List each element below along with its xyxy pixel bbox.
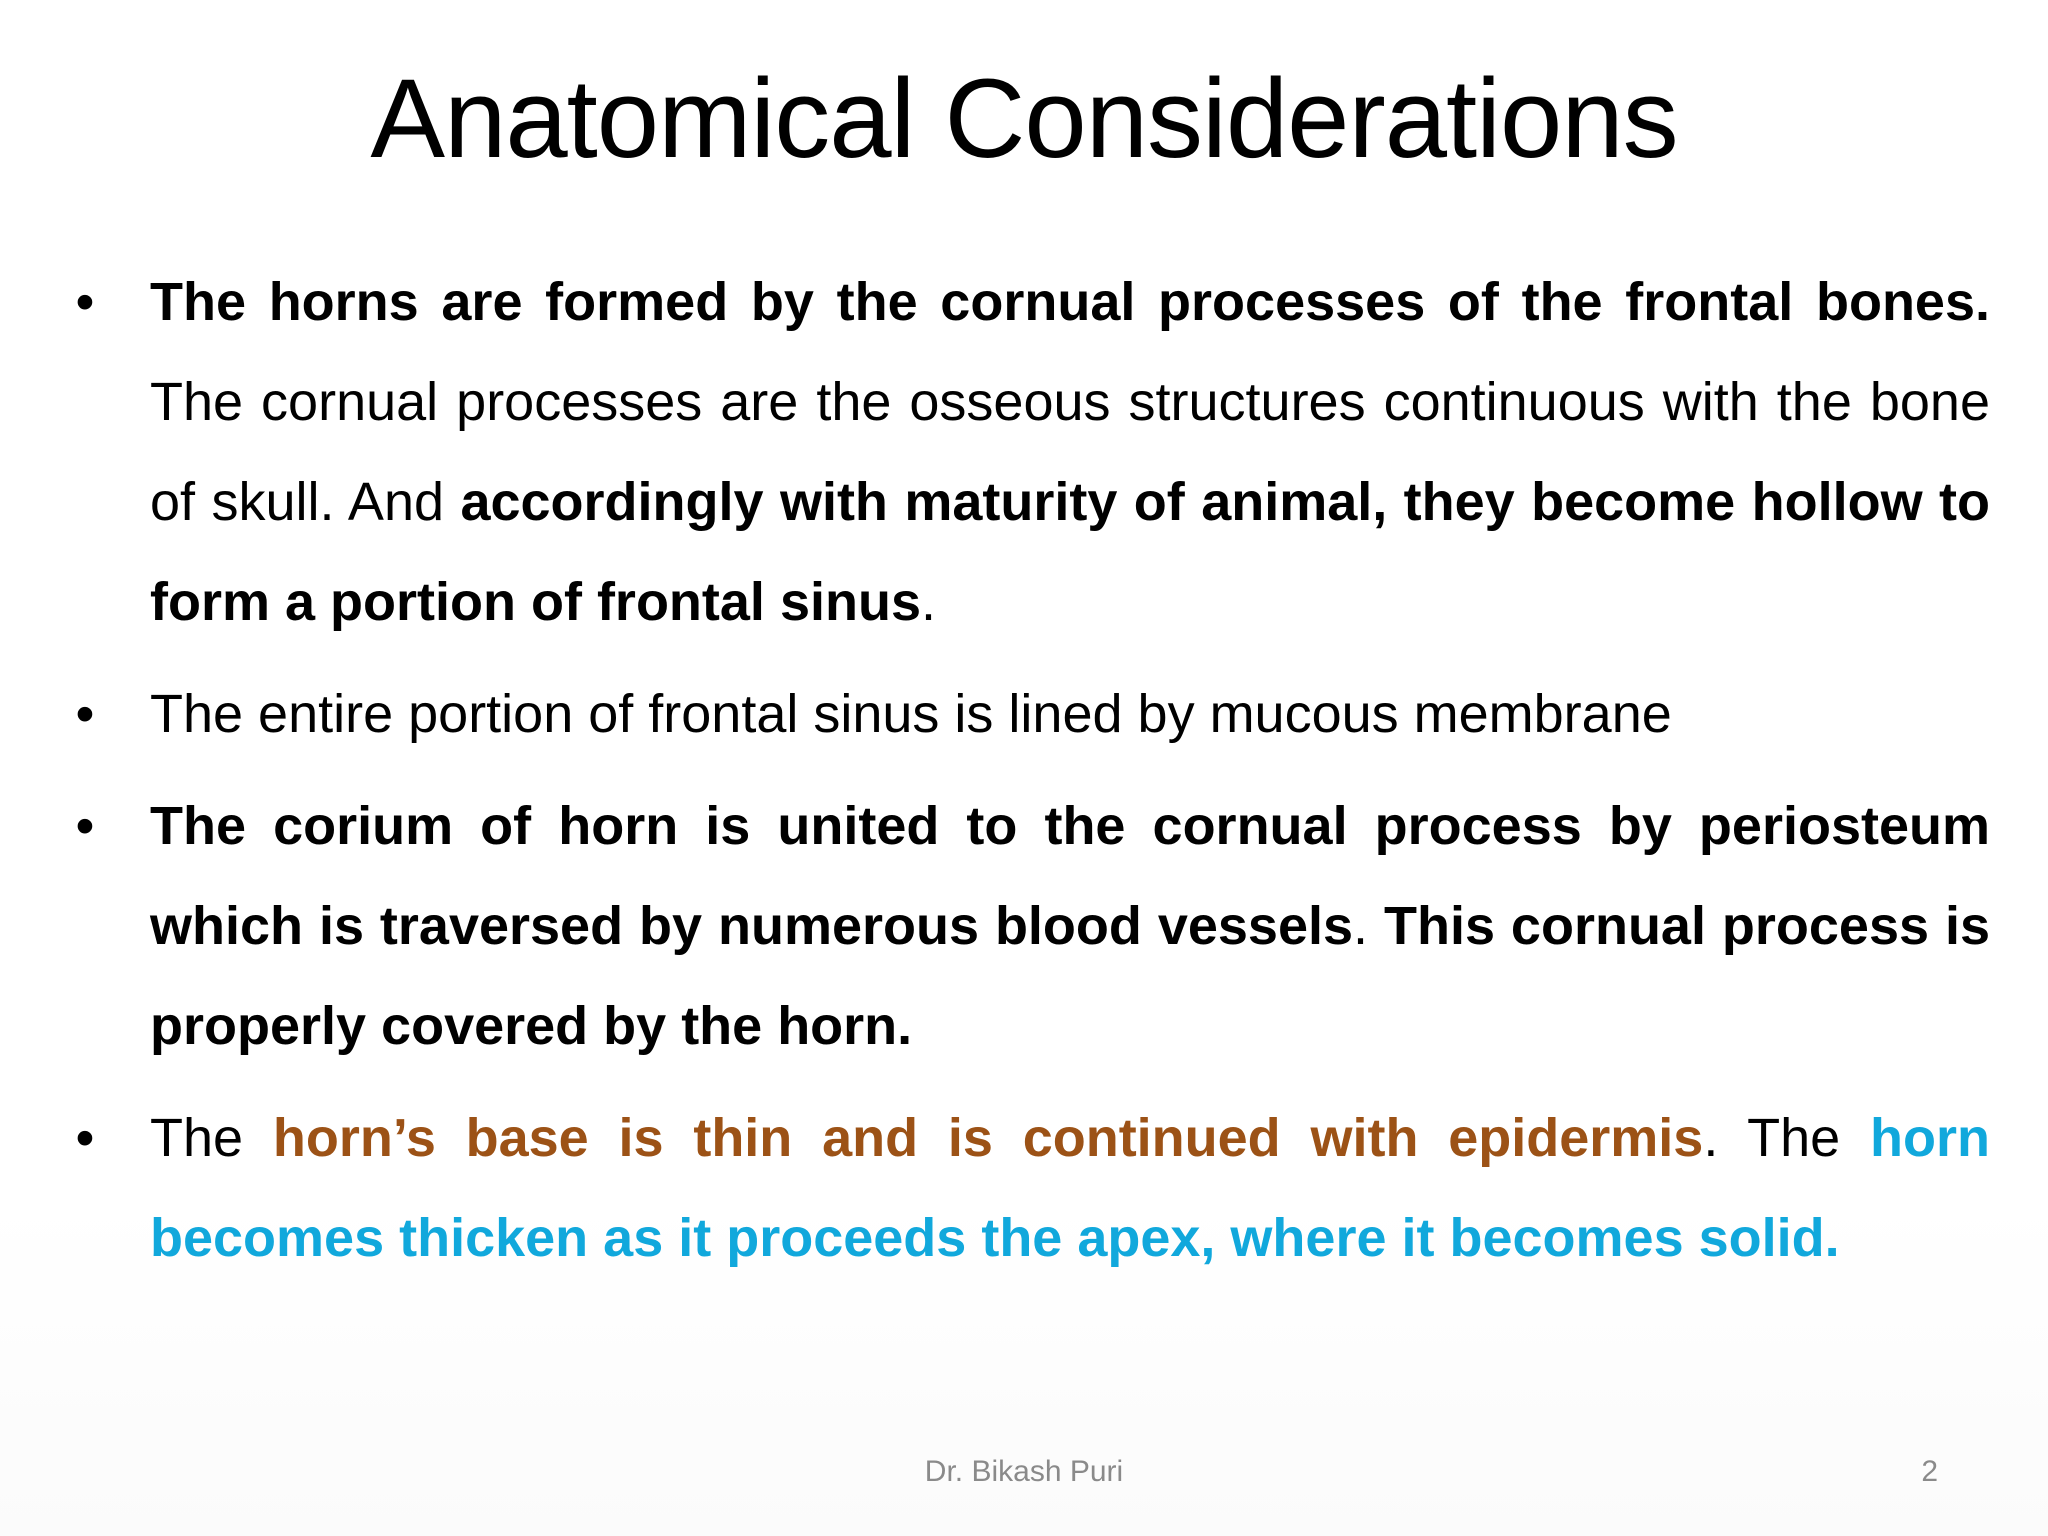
bullet-text-brown-highlight: horn’s base is thin and is continued with epidermis (272, 1108, 1704, 1168)
bullet-item (70, 776, 1990, 1076)
bullet-dot: • (75, 796, 95, 856)
slide-title: Anatomical Considerations (370, 56, 1678, 181)
bullet-text: . (920, 572, 936, 632)
bullet-text-bold: This cornual process is properly covered by the horn. (150, 896, 1990, 1056)
bullet-item (70, 1088, 1990, 1288)
bullet-text: . The (1703, 1108, 1871, 1168)
bullet-list (70, 252, 1990, 1288)
bullet-text: The (150, 1108, 273, 1168)
bullet-text-cyan-highlight: horn becomes thicken as it proceeds the apex, where it becomes solid. (150, 1108, 1990, 1268)
bullet-text: The cornual processes are the osseous structures continuous with the bone of skull. And (150, 372, 1990, 532)
bullet-text: . (1353, 896, 1384, 956)
page-number: 2 (1921, 1455, 1938, 1488)
bullet-item (70, 252, 1990, 652)
bullet-item (70, 664, 1990, 764)
bullet-dot: • (75, 272, 95, 332)
bullet-text-bold: The corium of horn is united to the cornual process by periosteum which is traversed by numerous blood vessels (150, 796, 1990, 956)
bullet-dot: • (75, 1108, 95, 1168)
footer-author: Dr. Bikash Puri (924, 1455, 1124, 1488)
bullet-text: The entire portion of frontal sinus is lined by mucous membrane (150, 684, 1672, 744)
bullet-dot: • (75, 684, 95, 744)
bullet-text-bold: accordingly with maturity of animal, they become hollow to form a portion of frontal sinus (150, 472, 1990, 632)
bullet-text-bold: The horns are formed by the cornual processes of the frontal bones. (150, 272, 1990, 332)
